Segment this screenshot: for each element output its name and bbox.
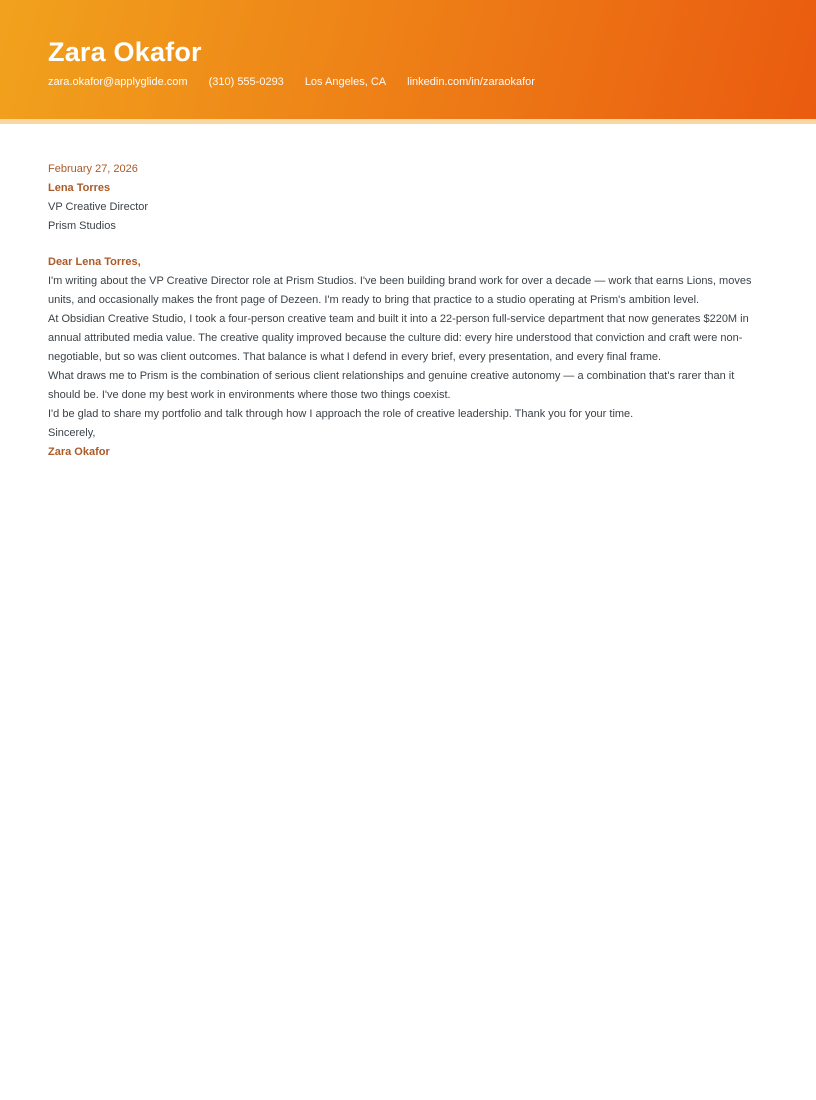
recipient-block (48, 179, 768, 236)
letter-date: February 27, 2026 (48, 163, 138, 175)
contact-email: zara.okafor@applyglide.com (48, 76, 188, 88)
contact-linkedin: linkedin.com/in/zaraokafor (407, 76, 535, 88)
recipient-company: Prism Studios (48, 220, 116, 232)
letter-body (0, 124, 816, 462)
applicant-name: Zara Okafor (48, 37, 202, 67)
recipient-title: VP Creative Director (48, 201, 149, 213)
closing: Sincerely, (48, 427, 96, 439)
paragraph-experience: At Obsidian Creative Studio, I took a four-person creative team and built it into a 22-person full-service department that now generates $220M in annual attributed media value. The creative quality improved because the culture did: every hire understood that conviction and craft were non-negotiable, but so was client outcomes. That balance is what I defend in every brief, every presentation, and every final frame. (48, 313, 749, 363)
paragraph-motivation: What draws me to Prism is the combination of serious client relationships and genuine creative autonomy — a combination that's rarer than it should be. I've done my best work in environments where those two things coexist. (48, 370, 735, 401)
contact-row (48, 76, 768, 89)
salutation: Dear Lena Torres, (48, 256, 141, 268)
recipient-name: Lena Torres (48, 182, 111, 194)
contact-location: Los Angeles, CA (304, 76, 387, 88)
letter-header (0, 0, 816, 119)
signature-name: Zara Okafor (48, 446, 110, 458)
paragraph-call-to-action: I'd be glad to share my portfolio and talk through how I approach the role of creative leadership. Thank you for your time. (48, 408, 634, 420)
contact-phone: (310) 555-0293 (208, 76, 284, 88)
paragraph-intro: I'm writing about the VP Creative Director role at Prism Studios. I've been building brand work for over a decade — work that earns Lions, moves units, and occasionally makes the front page of Dezeen. I'm ready to bring that practice to a studio operating at Prism's ambition level. (48, 275, 752, 306)
